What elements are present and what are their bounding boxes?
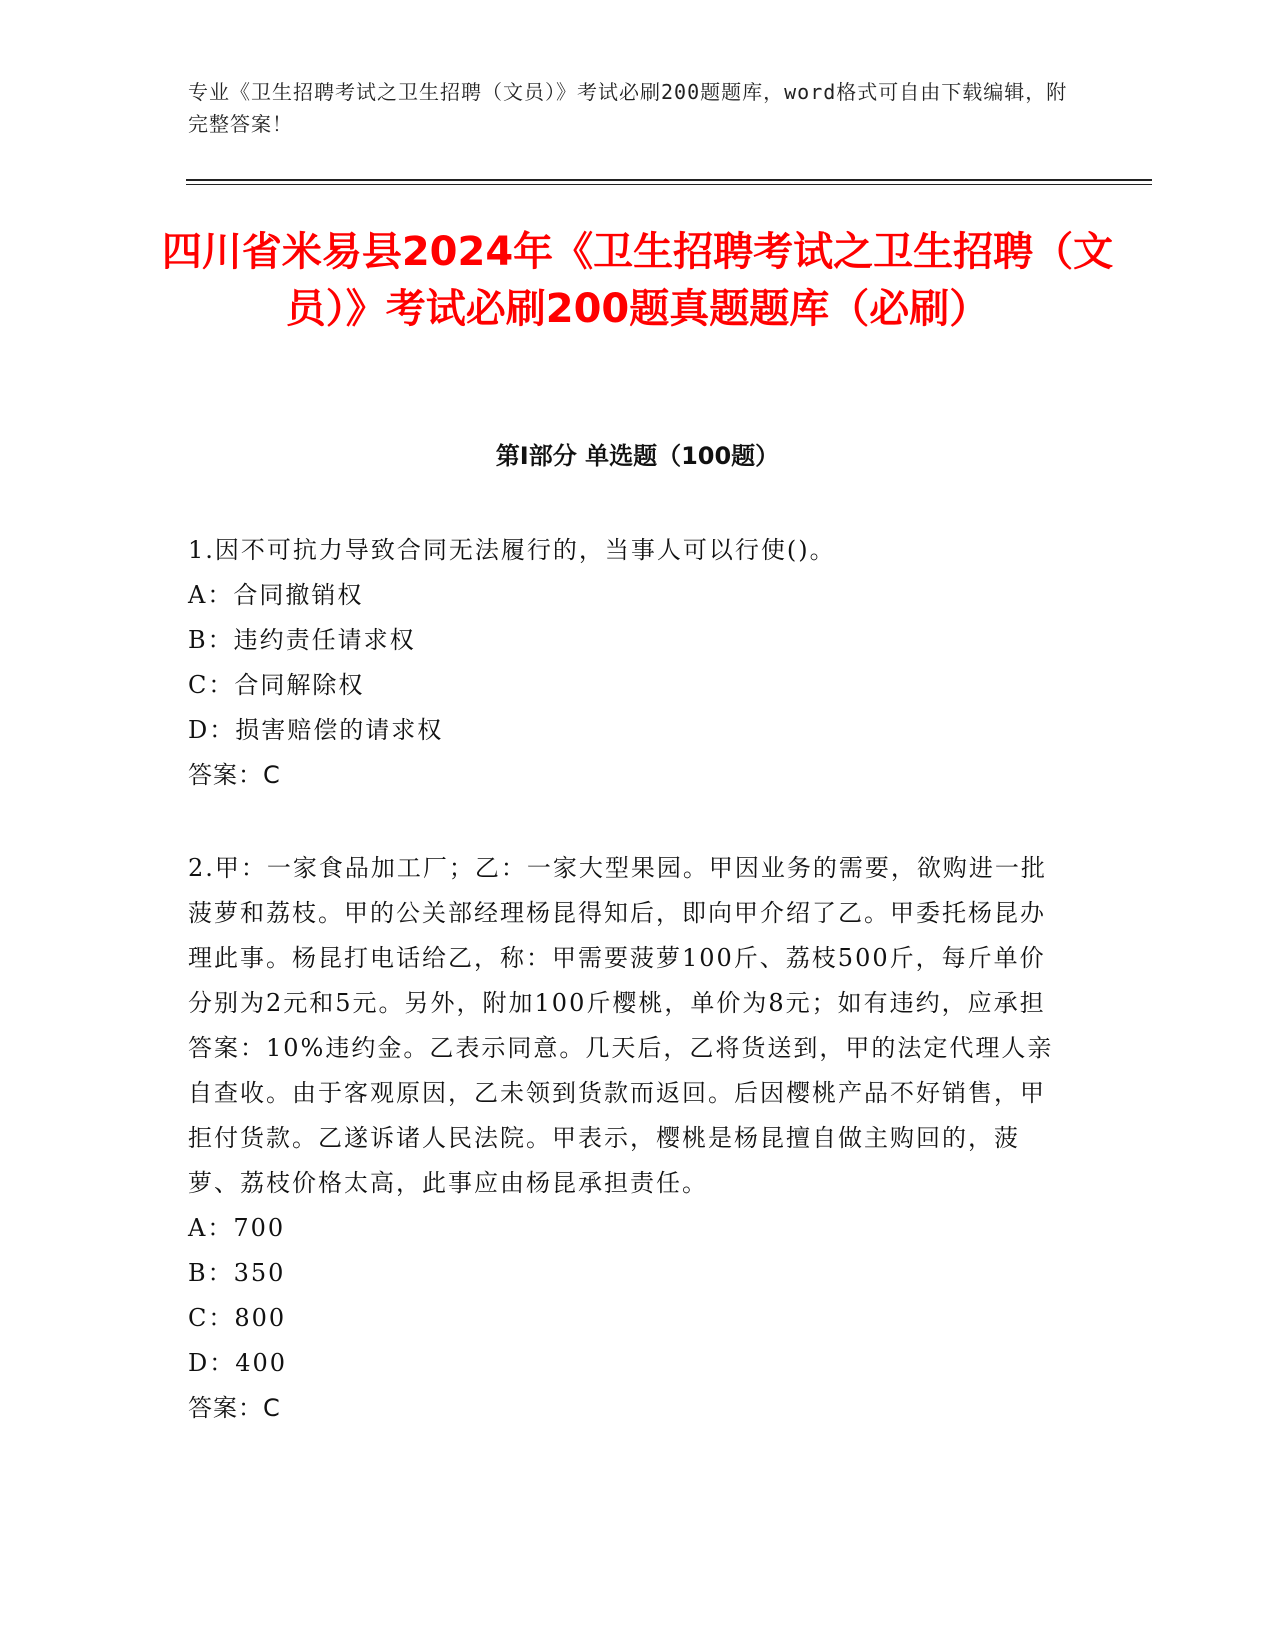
header-note: 专业《卫生招聘考试之卫生招聘（文员）》考试必刷200题题库，word格式可自由下载编辑，附完整答案！	[188, 80, 1068, 136]
header-rule-thin	[186, 184, 1152, 185]
question-stem: 1.因不可抗力导致合同无法履行的，当事人可以行使()。	[188, 536, 836, 564]
option-a: A：700	[188, 1214, 286, 1242]
option-d: D：损害赔偿的请求权	[188, 716, 444, 744]
option-c: C：合同解除权	[188, 671, 365, 699]
option-c: C：800	[188, 1304, 287, 1332]
answer: 答案：C	[188, 761, 281, 789]
header-rule-thick	[186, 179, 1152, 181]
option-b: B：违约责任请求权	[188, 626, 416, 654]
option-a: A：合同撤销权	[188, 581, 364, 609]
question-1	[188, 528, 1068, 798]
question-stem: 2.甲：一家食品加工厂；乙：一家大型果园。甲因业务的需要，欲购进一批菠萝和荔枝。甲的公关部经理杨昆得知后，即向甲介绍了乙。甲委托杨昆办理此事。杨昆打电话给乙，称：甲需要菠萝100斤、荔枝500斤，每斤单价分别为2元和5元。另外，附加100斤樱桃，单价为8元；如有违约，应承担答案：10%违约金。乙表示同意。几天后，乙将货送到，甲的法定代理人亲自查收。由于客观原因，乙未领到货款而返回。后因樱桃产品不好销售，甲拒付货款。乙遂诉诸人民法院。甲表示，樱桃是杨昆擅自做主购回的，菠萝、荔枝价格太高，此事应由杨昆承担责任。	[188, 854, 1054, 1197]
option-b: B：350	[188, 1259, 286, 1287]
document-title: 四川省米易县2024年《卫生招聘考试之卫生招聘（文员）》考试必刷200题真题题库（必刷）	[161, 229, 1114, 332]
section-heading: 第I部分 单选题（100题）	[495, 442, 780, 470]
answer: 答案：C	[188, 1394, 281, 1422]
option-d: D：400	[188, 1349, 288, 1377]
question-2	[188, 846, 1068, 1431]
